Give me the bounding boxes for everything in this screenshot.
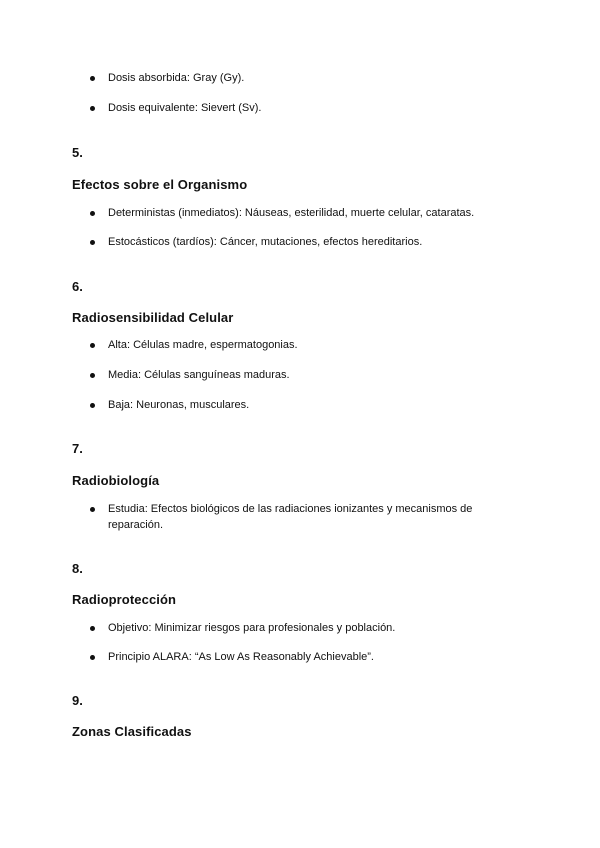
list-item (90, 100, 490, 116)
section-title: Radiosensibilidad Celular (72, 310, 234, 325)
section-number: 8. (72, 561, 83, 576)
bullet-icon (90, 626, 95, 631)
section-title: Zonas Clasificadas (72, 724, 192, 739)
bullet-icon (90, 76, 95, 81)
list-item-text: Objetivo: Minimizar riesgos para profesionales y población. (108, 622, 396, 634)
list-item (90, 234, 490, 250)
list-item-text: Dosis equivalente: Sievert (Sv). (108, 102, 262, 114)
list-item-text: Media: Células sanguíneas maduras. (108, 369, 290, 381)
list-item (90, 367, 490, 383)
list-item (90, 337, 490, 353)
list-item (90, 205, 490, 221)
list-item (90, 397, 490, 413)
bullet-icon (90, 240, 95, 245)
list-item (90, 501, 490, 533)
bullet-icon (90, 106, 95, 111)
list-item-text: Estocásticos (tardíos): Cáncer, mutaciones, efectos hereditarios. (108, 236, 423, 248)
section-number: 6. (72, 279, 83, 294)
list-item-text: Deterministas (inmediatos): Náuseas, esterilidad, muerte celular, cataratas. (108, 207, 475, 219)
bullet-icon (90, 211, 95, 216)
section-number: 9. (72, 693, 83, 708)
section-title: Radioprotección (72, 592, 177, 607)
section-title: Radiobiología (72, 473, 160, 488)
bullet-icon (90, 655, 95, 660)
list-item-text: Estudia: Efectos biológicos de las radiaciones ionizantes y mecanismos de reparación. (108, 503, 473, 531)
bullet-icon (90, 373, 95, 378)
list-item-text: Alta: Células madre, espermatogonias. (108, 339, 298, 351)
list-item (90, 649, 490, 665)
list-item (90, 620, 490, 636)
bullet-icon (90, 403, 95, 408)
bullet-icon (90, 507, 95, 512)
list-item-text: Dosis absorbida: Gray (Gy). (108, 72, 245, 84)
list-item (90, 70, 490, 86)
bullet-icon (90, 343, 95, 348)
section-number: 7. (72, 441, 83, 456)
section-number: 5. (72, 145, 83, 160)
section-title: Efectos sobre el Organismo (72, 177, 248, 192)
list-item-text: Baja: Neuronas, musculares. (108, 399, 250, 411)
list-item-text: Principio ALARA: “As Low As Reasonably Achievable”. (108, 651, 374, 663)
